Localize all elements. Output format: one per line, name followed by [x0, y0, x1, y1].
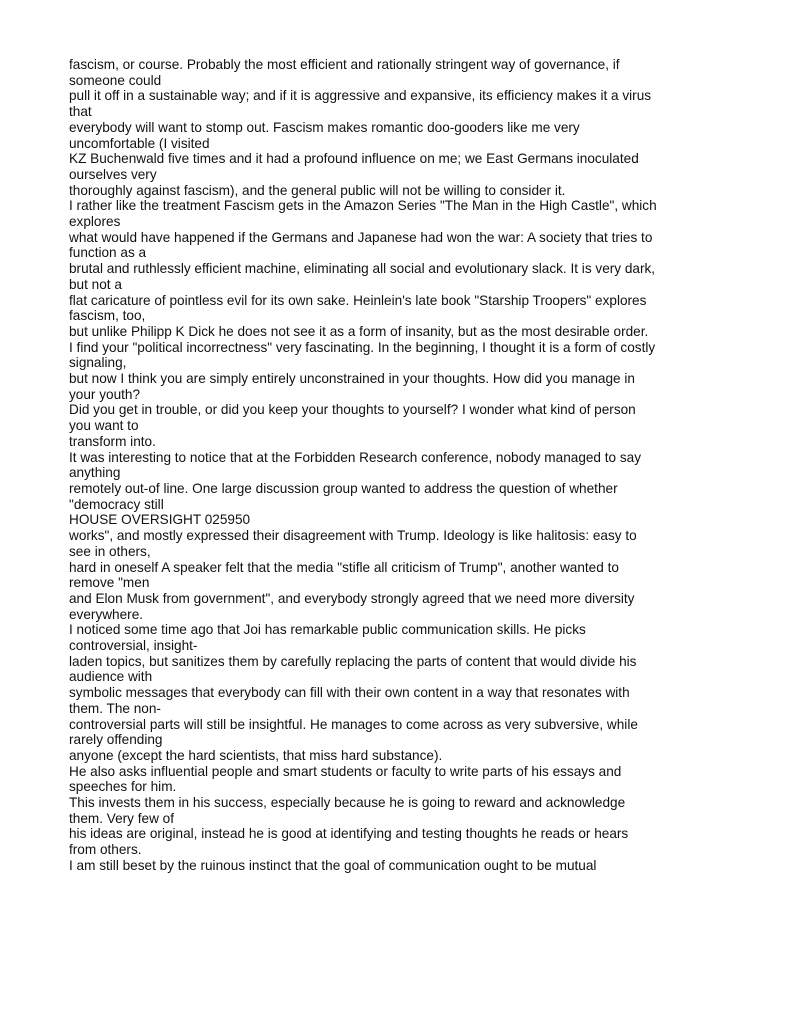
text-line: audience with [69, 669, 153, 685]
text-line: but unlike Philipp K Dick he does not see it as a form of insanity, but as the most desirable order. [69, 323, 649, 339]
document-page [69, 57, 734, 874]
text-line: explores [69, 214, 121, 230]
text-line: anything [69, 465, 121, 481]
text-line: ourselves very [69, 166, 157, 182]
text-line: controversial, insight- [69, 638, 198, 654]
text-line: everybody will want to stomp out. Fascism makes romantic doo-gooders like me very [69, 119, 580, 135]
text-line: uncomfortable (I visited [69, 135, 210, 151]
text-line: your youth? [69, 386, 141, 402]
text-line: fascism, too, [69, 308, 146, 324]
text-line: signaling, [69, 355, 127, 371]
text-line: I rather like the treatment Fascism gets in the Amazon Series "The Man in the High Castle", which [69, 198, 657, 214]
text-line: fascism, or course. Probably the most efficient and rationally stringent way of governance, if [69, 57, 620, 72]
text-line: flat caricature of pointless evil for its own sake. Heinlein's late book "Starship Troopers" explores [69, 292, 647, 308]
text-line: someone could [69, 72, 162, 88]
text-line: controversial parts will still be insightful. He manages to come across as very subversive, while [69, 716, 638, 732]
text-line: what would have happened if the Germans and Japanese had won the war: A society that tries to [69, 229, 653, 245]
text-line: see in others, [69, 543, 151, 559]
text-line: thoroughly against fascism), and the general public will not be willing to consider it. [69, 182, 566, 198]
text-line: remotely out-of line. One large discussion group wanted to address the question of whether [69, 480, 618, 496]
text-line: that [69, 104, 92, 120]
text-line: but now I think you are simply entirely unconstrained in your thoughts. How did you manage in [69, 371, 635, 387]
text-line: them. The non- [69, 700, 161, 716]
text-line: function as a [69, 245, 147, 261]
text-line: It was interesting to notice that at the Forbidden Research conference, nobody managed to say [69, 449, 642, 465]
text-line: laden topics, but sanitizes them by carefully replacing the parts of content that would divide his [69, 653, 637, 669]
text-line: symbolic messages that everybody can fill with their own content in a way that resonates with [69, 685, 630, 701]
text-line: but not a [69, 276, 122, 292]
text-line: works", and mostly expressed their disagreement with Trump. Ideology is like halitosis: easy to [69, 528, 637, 544]
bates-stamp: HOUSE OVERSIGHT 025950 [69, 512, 251, 528]
text-line: from others. [69, 842, 142, 858]
text-line: This invests them in his success, especially because he is going to reward and acknowledge [69, 795, 626, 811]
text-line: hard in oneself A speaker felt that the media "stifle all criticism of Trump", another wanted to [69, 559, 619, 575]
text-line: you want to [69, 418, 139, 434]
text-line: KZ Buchenwald five times and it had a profound influence on me; we East Germans inoculated [69, 151, 639, 167]
text-line: Did you get in trouble, or did you keep your thoughts to yourself? I wonder what kind of person [69, 402, 636, 418]
text-line: anyone (except the hard scientists, that miss hard substance). [69, 747, 443, 763]
text-line: remove "men [69, 575, 150, 591]
text-line: everywhere. [69, 606, 144, 622]
text-line: rarely offending [69, 732, 163, 748]
text-line: "democracy still [69, 496, 164, 512]
text-line: I noticed some time ago that Joi has remarkable public communication skills. He picks [69, 622, 586, 638]
text-line: I find your "political incorrectness" very fascinating. In the beginning, I thought it is a form of costly [69, 339, 656, 355]
text-line: transform into. [69, 433, 156, 449]
text-line: and Elon Musk from government", and everybody strongly agreed that we need more diversity [69, 590, 635, 606]
text-line: them. Very few of [69, 810, 175, 826]
text-line: pull it off in a sustainable way; and if it is aggressive and expansive, its efficiency makes it a virus [69, 88, 652, 104]
text-line: speeches for him. [69, 779, 177, 795]
text-line: his ideas are original, instead he is good at identifying and testing thoughts he reads or hears [69, 826, 629, 842]
text-line: I am still beset by the ruinous instinct that the goal of communication ought to be mutual [69, 857, 597, 873]
text-line: He also asks influential people and smart students or faculty to write parts of his essays and [69, 763, 622, 779]
text-line: brutal and ruthlessly efficient machine, eliminating all social and evolutionary slack. It is very dark, [69, 261, 656, 277]
